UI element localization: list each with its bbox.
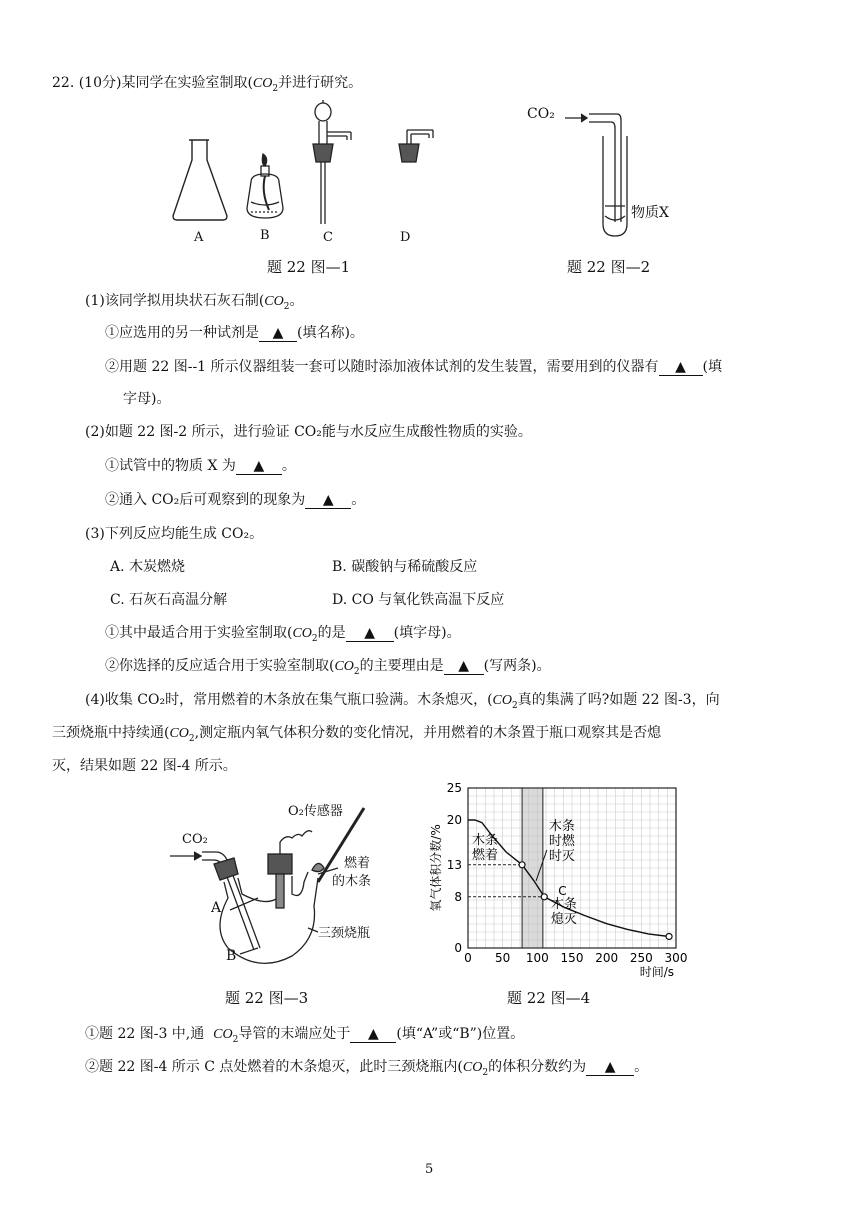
y-tick-label: 0 xyxy=(454,941,462,955)
answer-blank[interactable]: ▲ xyxy=(346,625,394,642)
answer-blank[interactable]: ▲ xyxy=(350,1026,396,1043)
apparatus-D-stopper xyxy=(399,130,433,162)
fig1-caption: 题 22 图—1 xyxy=(267,258,351,276)
data-point xyxy=(666,933,672,939)
figure-22-2 xyxy=(525,102,705,247)
part-2: (2)如题 22 图-2 所示，进行验证 CO₂能与水反应生成酸性物质的实验。 xyxy=(85,424,532,440)
figure-22-3 xyxy=(168,798,388,976)
part-3: (3)下列反应均能生成 CO₂。 xyxy=(85,526,264,542)
point-label: C xyxy=(558,883,567,898)
y-tick-label: 13 xyxy=(446,857,462,872)
part-4-line-1: (4)收集 CO₂时，常用燃着的木条放在集气瓶口验满。木条熄灭，($CO_2$真的集满了吗?如题 22 图-3，向 xyxy=(85,692,720,711)
x-tick-label: 50 xyxy=(495,951,511,965)
x-tick-label: 250 xyxy=(629,951,653,965)
part-3-2: ②你选择的反应适合用于实验室制取($CO_2$的主要理由是 ▲ (写两条)。 xyxy=(105,658,551,677)
fig3-co2-label: CO₂ xyxy=(182,832,208,847)
question-title: 22. (10分)某同学在实验室制取($CO_2$并进行研究。 xyxy=(52,75,363,94)
x-tick-label: 200 xyxy=(595,951,619,965)
apparatus-B-lamp xyxy=(247,154,283,218)
fig2-co2-label: CO₂ xyxy=(527,106,555,122)
part-1-2: ②用题 22 图--1 所示仪器组装一套可以随时添加液体试剂的发生装置，需要用到的仪器有 ▲ (填 xyxy=(105,359,722,375)
y-tick-label: 8 xyxy=(454,889,462,904)
answer-blank[interactable]: ▲ xyxy=(586,1059,634,1076)
part-1-2-cont: 字母)。 xyxy=(123,391,171,407)
annotation-burning: 木条 xyxy=(472,833,499,848)
page-number: 5 xyxy=(425,1162,434,1177)
answer-blank[interactable]: ▲ xyxy=(659,359,703,376)
part-4-line-3: 灭，结果如题 22 图-4 所示。 xyxy=(52,758,237,774)
fig1-label-B: B xyxy=(260,228,270,243)
band-label: 木条 xyxy=(548,819,575,834)
band-label: 时灭 xyxy=(548,849,575,864)
annotation-extinguished: 熄灭 xyxy=(550,912,577,927)
fig3-label-A: A xyxy=(211,900,222,916)
fig1-label-C: C xyxy=(323,230,333,245)
part-4-line-2: 三颈烧瓶中持续通($CO_2$,测定瓶内氧气体积分数的变化情况，并用燃着的木条置于瓶口观察其是否熄 xyxy=(52,725,662,744)
fig3-flask-label: 三颈烧瓶 xyxy=(318,926,371,941)
part-4-1: ①题 22 图-3 中,通 $CO_2$导管的末端应处于 ▲ (填“A”或“B”)位置。 xyxy=(85,1026,525,1045)
fig2-caption: 题 22 图—2 xyxy=(567,258,651,276)
x-tick-label: 150 xyxy=(560,951,584,965)
part-2-1: ①试管中的物质 X 为 ▲ 。 xyxy=(105,458,296,474)
fig2-substance-x: 物质X xyxy=(631,205,669,221)
part-4-2: ②题 22 图-4 所示 C 点处燃着的木条熄灭，此时三颈烧瓶内($CO_2$的体积分数约为 ▲ 。 xyxy=(85,1059,649,1078)
y-tick-label: 20 xyxy=(446,813,462,827)
x-tick-label: 300 xyxy=(664,951,688,965)
option-C: C. 石灰石高温分解 xyxy=(110,592,228,608)
fig3-label-B: B xyxy=(226,948,237,964)
apparatus-A-flask xyxy=(173,140,227,220)
x-tick-label: 100 xyxy=(525,951,549,965)
x-axis-label: 时间/s xyxy=(639,965,674,979)
option-B: B. 碳酸钠与稀硫酸反应 xyxy=(332,559,478,575)
fig3-burning-label-2: 的木条 xyxy=(332,874,372,889)
answer-blank[interactable]: ▲ xyxy=(259,325,297,342)
fig3-sensor-label: O₂传感器 xyxy=(288,804,343,819)
fig3-caption: 题 22 图—3 xyxy=(225,989,309,1007)
part-3-1: ①其中最适合用于实验室制取($CO_2$的是 ▲ (填字母)。 xyxy=(105,625,461,644)
answer-blank[interactable]: ▲ xyxy=(444,658,484,675)
fig1-label-A: A xyxy=(194,230,204,245)
answer-blank[interactable]: ▲ xyxy=(236,458,282,475)
annotation-burning: 燃着 xyxy=(472,848,499,863)
oxygen-chart xyxy=(428,780,698,980)
band-label: 时燃 xyxy=(548,834,575,849)
figure-22-1 xyxy=(165,100,455,250)
option-A: A. 木炭燃烧 xyxy=(110,559,186,575)
data-point xyxy=(541,894,547,900)
fig3-burning-label-1: 燃着 xyxy=(344,856,371,871)
answer-blank[interactable]: ▲ xyxy=(305,492,351,509)
part-2-2: ②通入 CO₂后可观察到的现象为 ▲ 。 xyxy=(105,492,366,508)
annotation-extinguished: 木条 xyxy=(550,897,577,912)
part-1-1: ①应选用的另一种试剂是 ▲ (填名称)。 xyxy=(105,325,364,341)
data-point xyxy=(519,862,525,868)
y-axis-label: 氧气体积分数/% xyxy=(429,824,443,912)
y-tick-label: 25 xyxy=(446,781,462,795)
figure-22-4 xyxy=(428,780,698,980)
x-tick-label: 0 xyxy=(464,951,472,965)
fig1-label-D: D xyxy=(400,230,411,245)
fig4-caption: 题 22 图—4 xyxy=(507,989,591,1007)
part-1: (1)该同学拟用块状石灰石制($CO_2$。 xyxy=(85,293,304,312)
apparatus-C-funnel xyxy=(313,100,351,224)
option-D: D. CO 与氧化铁高温下反应 xyxy=(332,592,505,608)
